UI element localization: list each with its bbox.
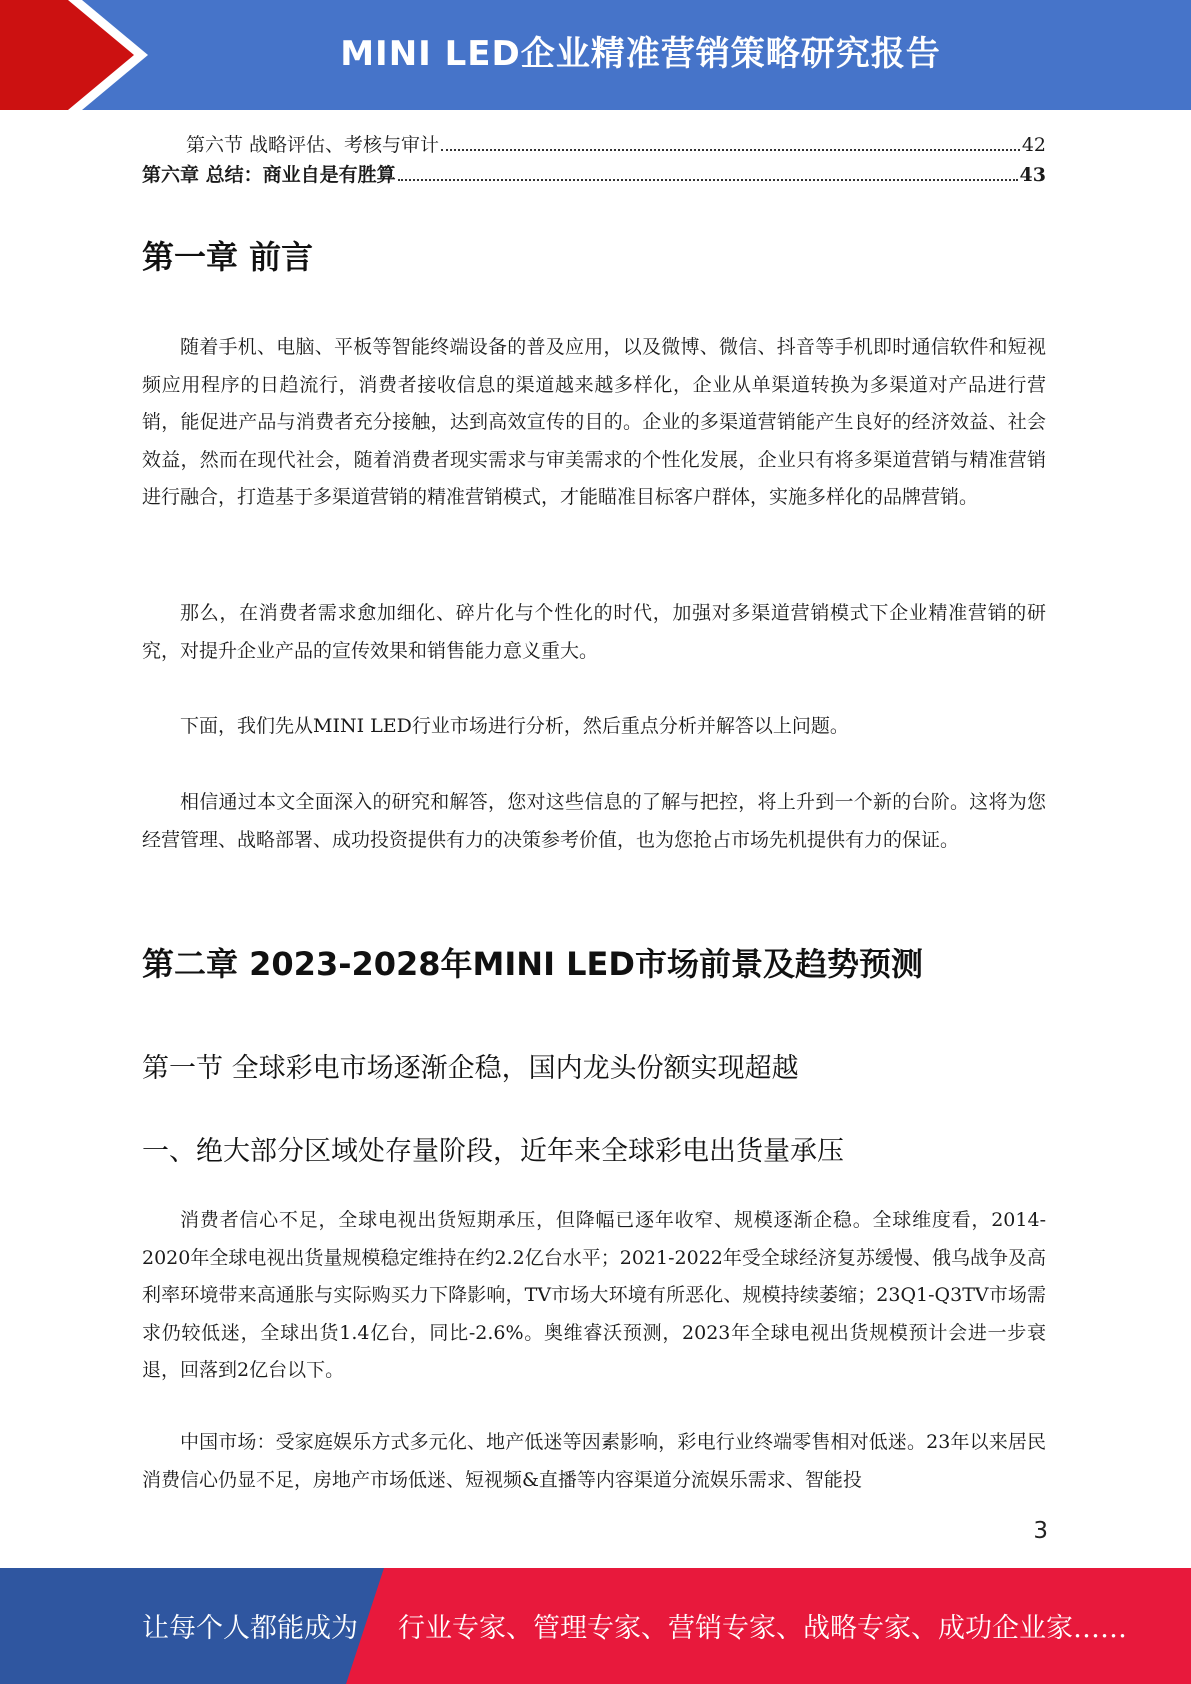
body-paragraph: 下面，我们先从MINI LED行业市场进行分析，然后重点分析并解答以上问题。	[180, 715, 849, 737]
page-header	[0, 0, 1191, 110]
section-heading: 第一节 全球彩电市场逐渐企稳，国内龙头份额实现超越	[142, 1053, 799, 1084]
page-footer	[0, 1568, 1191, 1684]
toc-entry-label: 第六节 战略评估、考核与审计	[186, 134, 440, 156]
body-paragraph: 那么，在消费者需求愈加细化、碎片化与个性化的时代，加强对多渠道营销模式下企业精准营销的研究，对提升企业产品的宣传效果和销售能力意义重大。	[142, 602, 1046, 662]
body-paragraph: 消费者信心不足，全球电视出货短期承压，但降幅已逐年收窄、规模逐渐企稳。全球维度看，2014-2020年全球电视出货量规模稳定维持在约2.2亿台水平；2021-2022年受全球经济复苏缓慢、俄乌战争及高利率环境带来高通胀与实际购买力下降影响，TV市场大环境有所恶化、规模持续萎缩；23Q1-Q3TV市场需求仍较低迷，全球出货1.4亿台，同比-2.6%。奥维睿沃预测，2023年全球电视出货规模预计会进一步衰退，回落到2亿台以下。	[142, 1209, 1046, 1381]
toc-entry-page: 42	[1021, 134, 1046, 156]
body-paragraph: 相信通过本文全面深入的研究和解答，您对这些信息的了解与把控，将上升到一个新的台阶。这将为您经营管理、战略部署、成功投资提供有力的决策参考价值，也为您抢占市场先机提供有力的保证。	[142, 791, 1046, 851]
body-paragraph: 随着手机、电脑、平板等智能终端设备的普及应用，以及微博、微信、抖音等手机即时通信软件和短视频应用程序的日趋流行，消费者接收信息的渠道越来越多样化，企业从单渠道转换为多渠道对产品进行营销，能促进产品与消费者充分接触，达到高效宣传的目的。企业的多渠道营销能产生良好的经济效益、社会效益，然而在现代社会，随着消费者现实需求与审美需求的个性化发展，企业只有将多渠道营销与精准营销进行融合，打造基于多渠道营销的精准营销模式，才能瞄准目标客户群体，实施多样化的品牌营销。	[142, 336, 1046, 508]
subsection-heading: 一、绝大部分区域处存量阶段，近年来全球彩电出货量承压	[142, 1136, 844, 1167]
toc-entry-label: 第六章 总结：商业自是有胜算	[142, 164, 396, 186]
chapter-heading: 第二章 2023-2028年MINI LED市场前景及趋势预测	[142, 945, 923, 983]
report-title: MINI LED企业精准营销策略研究报告	[340, 34, 941, 74]
body-paragraph: 中国市场：受家庭娱乐方式多元化、地产低迷等因素影响，彩电行业终端零售相对低迷。23年以来居民消费信心仍显不足，房地产市场低迷、短视频&直播等内容渠道分流娱乐需求、智能投	[142, 1431, 1046, 1491]
toc-entry[interactable]	[142, 160, 1046, 187]
chapter-heading: 第一章 前言	[142, 238, 314, 276]
footer-slogan-right: 行业专家、管理专家、营销专家、战略专家、成功企业家……	[398, 1613, 1127, 1644]
toc-entry-page: 43	[1019, 164, 1046, 186]
page-number: 3	[1033, 1518, 1048, 1544]
footer-slogan-left: 让每个人都能成为	[142, 1613, 358, 1644]
toc-leader-dots	[441, 149, 1020, 151]
toc-leader-dots	[398, 179, 1018, 181]
toc-entry[interactable]	[186, 130, 1046, 157]
